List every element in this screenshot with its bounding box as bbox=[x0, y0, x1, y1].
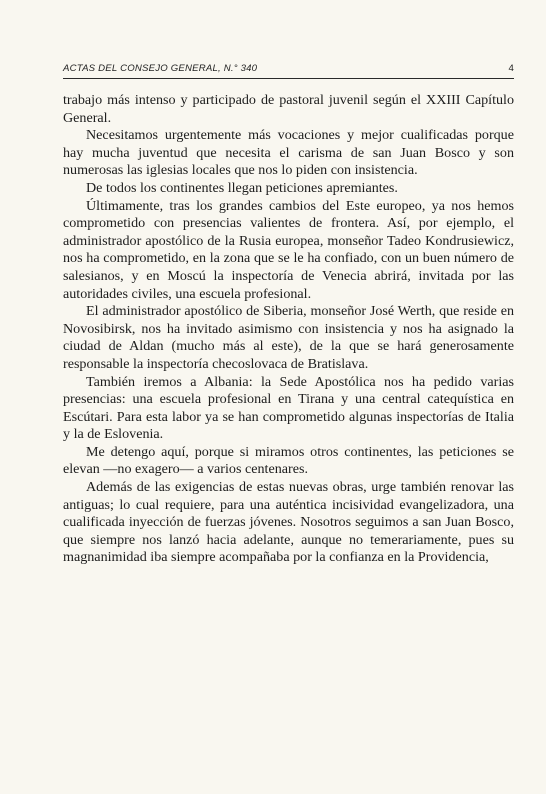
paragraph-6: También iremos a Albania: la Sede Apostólica nos ha pedido varias presencias: una escuela profesional en Tirana y una central catequística en Escútari. Para esta labor ya se han comprometido algunas inspectorías de Italia y la de Eslovenia. bbox=[63, 373, 514, 443]
paragraph-7: Me detengo aquí, porque si miramos otros continentes, las peticiones se elevan —no exagero— a varios centenares. bbox=[63, 443, 514, 478]
running-header bbox=[63, 63, 514, 79]
paragraph-1: trabajo más intenso y participado de pastoral juvenil según el XXIII Capítulo General. bbox=[63, 92, 514, 126]
header-rule bbox=[63, 78, 514, 79]
paragraph-3: De todos los continentes llegan peticiones apremiantes. bbox=[86, 179, 398, 196]
header-title: ACTAS DEL CONSEJO GENERAL, N.° 340 bbox=[63, 63, 258, 74]
paragraph-4: Últimamente, tras los grandes cambios del Este europeo, ya nos hemos comprometido con presencias valientes de frontera. Así, por ejemplo, el administrador apostólico de la Rusia europea, monseñor Tadeo Kondrusiewicz, nos ha comprometido, en la zona que se le ha confiado, con un buen número de salesianos, y en Moscú la inspectoría de Venecia abrirá, invitada por las autoridades civiles, una escuela profesional. bbox=[63, 197, 514, 302]
paragraph-8: Además de las exigencias de estas nuevas obras, urge también renovar las antiguas; lo cual requiere, para una auténtica incisividad evangelizadora, una cualificada inyección de fuerzas jóvenes. Nosotros seguimos a san Juan Bosco, que siempre nos lanzó hacia adelante, aunque no temerariamente, pues su magnanimidad iba siempre acompañaba por la confianza en la Providencia, bbox=[63, 479, 514, 566]
page-number: 4 bbox=[508, 63, 514, 74]
paragraph-2: Necesitamos urgentemente más vocaciones y mejor cualificadas porque hay mucha juventud que necesita el carisma de san Juan Bosco y son numerosas las iglesias locales que nos lo piden con insistencia. bbox=[63, 127, 514, 179]
paragraph-5: El administrador apostólico de Siberia, monseñor José Werth, que reside en Novosibirsk, nos ha invitado asimismo con insistencia y nos ha asignado la ciudad de Aldan (mucho más al este), de la que se hará generosamente responsable la inspectoría checoslovaca de Bratislava. bbox=[63, 303, 514, 372]
body-text bbox=[63, 92, 514, 567]
